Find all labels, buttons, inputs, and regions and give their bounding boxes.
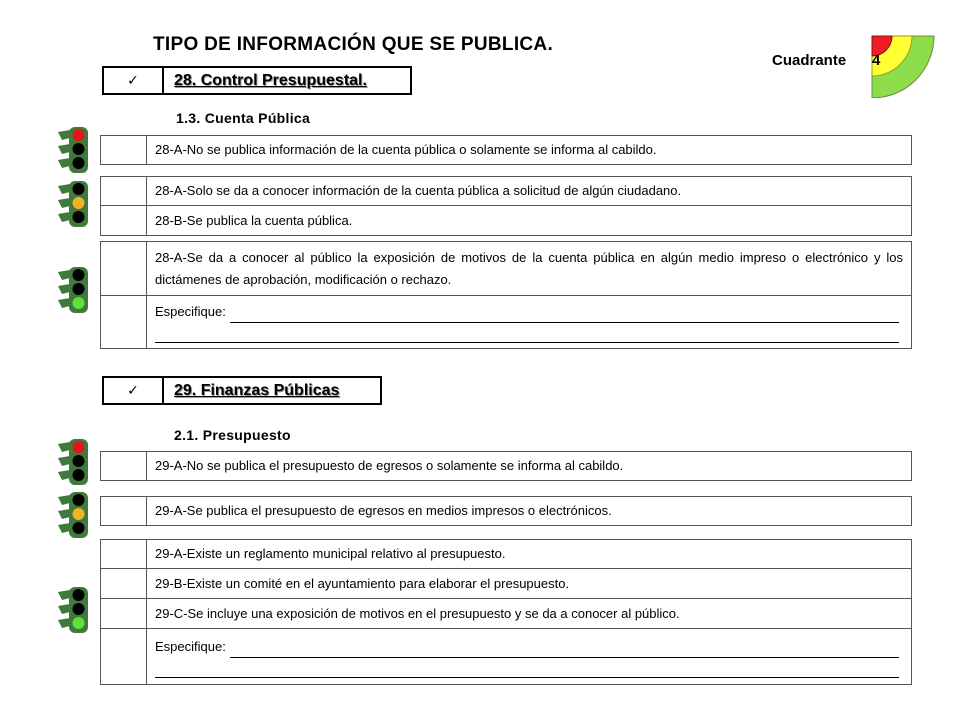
page-title: TIPO DE INFORMACIÓN QUE SE PUBLICA.: [153, 34, 554, 55]
traffic-light-red-icon: [56, 438, 90, 486]
option-text: 29-A-Se publica el presupuesto de egresos en medios impresos o electrónicos.: [147, 497, 912, 526]
section-28-option-green: [100, 241, 912, 349]
traffic-light-green-icon: [56, 586, 90, 634]
option-text: 28-B-Se publica la cuenta pública.: [147, 206, 912, 236]
traffic-light-green-icon: [56, 266, 90, 314]
section-29-header: [102, 376, 382, 405]
specify-field[interactable]: [147, 629, 912, 685]
section-29-title: 29. Finanzas Públicas: [174, 381, 340, 399]
option-checkbox[interactable]: [101, 540, 147, 569]
option-checkbox[interactable]: [101, 599, 147, 629]
option-checkbox[interactable]: [101, 452, 147, 481]
section-28-subtitle: 1.3. Cuenta Pública: [176, 110, 311, 126]
cuadrante-number: 4: [872, 52, 881, 69]
section-29-option-red: [100, 451, 912, 481]
section-29-option-green: [100, 539, 912, 685]
specify-label: Especifique:: [155, 638, 226, 654]
check-icon: ✓: [104, 378, 164, 403]
specify-label: Especifique:: [155, 304, 226, 319]
option-checkbox[interactable]: [101, 569, 147, 599]
option-text: 29-B-Existe un comité en el ayuntamiento para elaborar el presupuesto.: [147, 569, 912, 599]
specify-field[interactable]: [147, 296, 912, 349]
option-text: 28-A-Se da a conocer al público la exposición de motivos de la cuenta pública en algún medio impreso o electrónico y los dictámenes de aprobación, modificación o rechazo.: [147, 242, 912, 296]
section-28-title: 28. Control Presupuestal.: [174, 71, 367, 89]
option-text: 29-A-Existe un reglamento municipal relativo al presupuesto.: [147, 540, 912, 569]
option-checkbox[interactable]: [101, 206, 147, 236]
section-29-subtitle: 2.1. Presupuesto: [174, 427, 291, 443]
option-checkbox[interactable]: [101, 177, 147, 206]
option-checkbox[interactable]: [101, 629, 147, 685]
section-28-option-yellow: [100, 176, 912, 236]
option-checkbox[interactable]: [101, 136, 147, 165]
traffic-light-yellow-icon: [56, 491, 90, 539]
option-text: 28-A-No se publica información de la cuenta pública o solamente se informa al cabildo.: [147, 136, 912, 165]
traffic-light-red-icon: [56, 126, 90, 174]
traffic-light-yellow-icon: [56, 180, 90, 228]
section-28-header: [102, 66, 412, 95]
section-29-option-yellow: [100, 496, 912, 526]
section-28-option-red: [100, 135, 912, 165]
option-text: 29-A-No se publica el presupuesto de egresos o solamente se informa al cabildo.: [147, 452, 912, 481]
option-checkbox[interactable]: [101, 242, 147, 296]
option-checkbox[interactable]: [101, 296, 147, 349]
option-text: 29-C-Se incluye una exposición de motivos en el presupuesto y se da a conocer al público.: [147, 599, 912, 629]
option-checkbox[interactable]: [101, 497, 147, 526]
cuadrante-label: Cuadrante: [772, 52, 847, 69]
option-text: 28-A-Solo se da a conocer información de la cuenta pública a solicitud de algún ciudadano.: [147, 177, 912, 206]
check-icon: ✓: [104, 68, 164, 93]
